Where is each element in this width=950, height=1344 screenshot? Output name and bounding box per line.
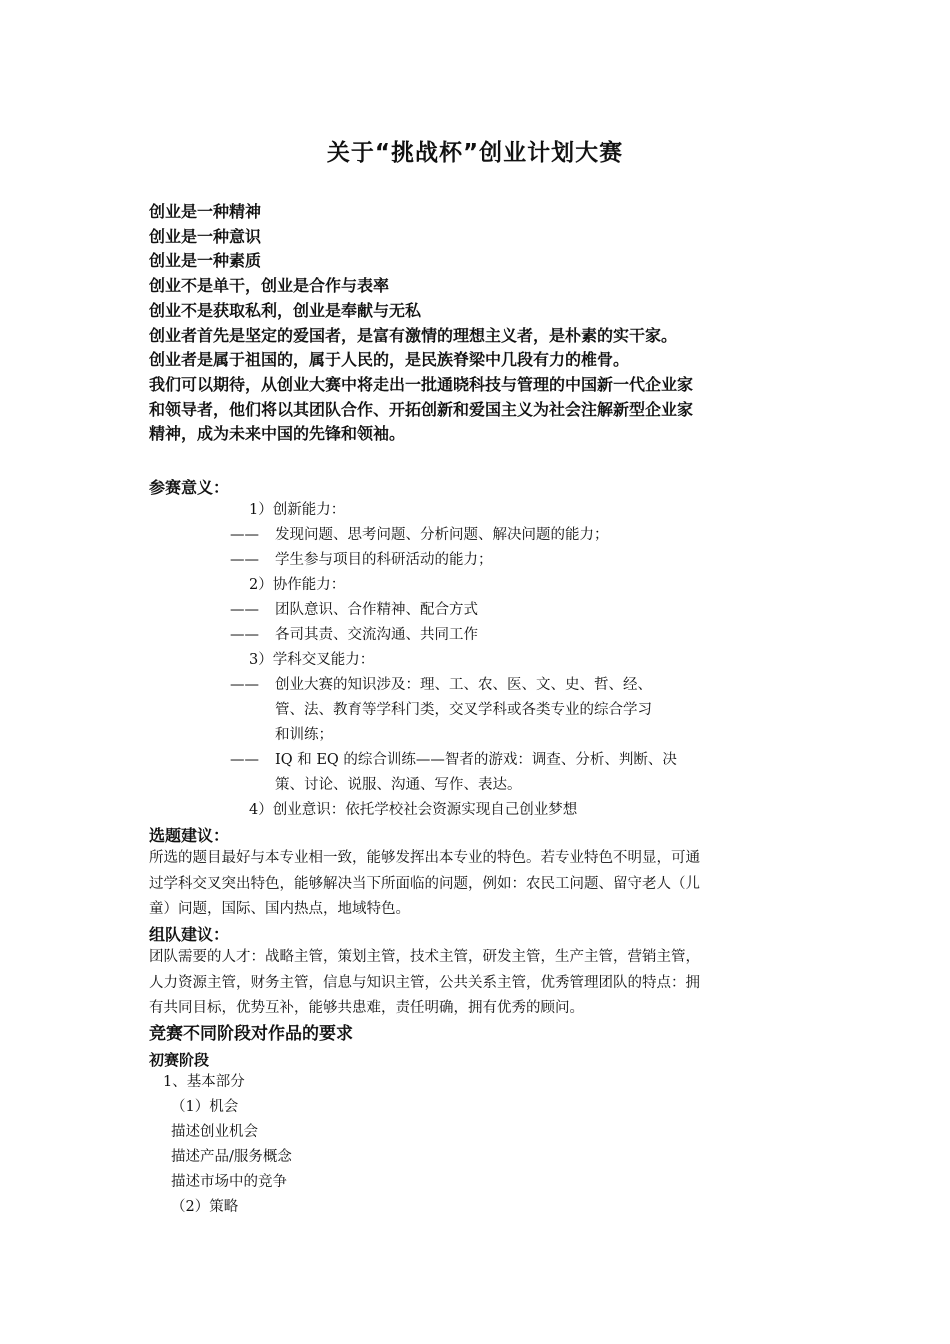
significance-point: —— 各司其责、交流沟通、共同工作 bbox=[230, 627, 478, 643]
paragraph-line: 所选的题目最好与本专业相一致，能够发挥出本专业的特色。若专业特色不明显，可通 bbox=[149, 850, 700, 866]
significance-point: —— 学生参与项目的科研活动的能力； bbox=[230, 552, 493, 568]
significance-point-cont: 管、法、教育等学科门类，交叉学科或各类专业的综合学习 bbox=[275, 702, 652, 718]
intro-line: 精神，成为未来中国的先锋和领袖。 bbox=[149, 424, 406, 444]
paragraph-line: 团队需要的人才：战略主管，策划主管，技术主管，研发主管，生产主管，营销主管， bbox=[149, 949, 700, 965]
stage-sub-heading: 初赛阶段 bbox=[149, 1051, 210, 1069]
significance-list bbox=[230, 498, 790, 823]
paragraph-line: 童）问题，国际、国内热点，地域特色。 bbox=[149, 901, 410, 917]
significance-point: —— 创业大赛的知识涉及：理、工、农、医、文、史、哲、经、 bbox=[230, 677, 652, 693]
intro-block bbox=[149, 200, 814, 447]
intro-line: 创业者首先是坚定的爱国者，是富有激情的理想主义者，是朴素的实干家。 bbox=[149, 325, 678, 345]
intro-line: 创业是一种精神 bbox=[149, 202, 262, 221]
list-item: （2）策略 bbox=[171, 1199, 239, 1215]
paragraph-line: 有共同目标，优势互补，能够共患难，责任明确，拥有优秀的顾问。 bbox=[149, 1000, 584, 1016]
intro-line: 创业不是获取私利，创业是奉献与无私 bbox=[149, 300, 422, 320]
team-paragraph bbox=[149, 945, 811, 1022]
document-title: 关于“挑战杯”创业计划大赛 bbox=[326, 140, 624, 166]
stage-list bbox=[163, 1070, 292, 1220]
intro-line: 创业不是单干，创业是合作与表率 bbox=[149, 276, 390, 296]
list-item: 1、基本部分 bbox=[163, 1074, 245, 1090]
list-item: 描述产品/服务概念 bbox=[171, 1149, 292, 1165]
intro-line: 创业者是属于祖国的，属于人民的，是民族脊梁中几段有力的椎骨。 bbox=[149, 350, 630, 370]
team-heading: 组队建议： bbox=[149, 925, 230, 944]
significance-point: —— IQ 和 EQ 的综合训练——智者的游戏：调查、分析、判断、决 bbox=[230, 752, 677, 768]
paragraph-line: 人力资源主管，财务主管，信息与知识主管，公共关系主管，优秀管理团队的特点：拥 bbox=[149, 974, 700, 991]
list-item: 描述市场中的竞争 bbox=[171, 1174, 287, 1190]
significance-item-number: 2）协作能力： bbox=[249, 577, 346, 593]
intro-line: 和领导者，他们将以其团队合作、开拓创新和爱国主义为社会注解新型企业家 bbox=[149, 399, 694, 419]
intro-line: 创业是一种意识 bbox=[149, 226, 262, 246]
significance-item-number: 3）学科交叉能力： bbox=[249, 652, 375, 668]
significance-item-number: 1）创新能力： bbox=[249, 502, 346, 518]
significance-heading: 参赛意义： bbox=[149, 478, 230, 497]
significance-point-cont: 和训练； bbox=[275, 727, 333, 743]
list-item: 描述创业机会 bbox=[171, 1124, 258, 1140]
intro-line: 创业是一种素质 bbox=[149, 251, 262, 271]
list-item: （1）机会 bbox=[171, 1099, 239, 1115]
topic-heading: 选题建议： bbox=[149, 826, 230, 845]
significance-point: —— 发现问题、思考问题、分析问题、解决问题的能力； bbox=[230, 527, 609, 543]
significance-point: —— 团队意识、合作精神、配合方式 bbox=[230, 602, 478, 618]
paragraph-line: 过学科交叉突出特色，能够解决当下所面临的问题，例如：农民工问题、留守老人（儿 bbox=[149, 875, 700, 892]
significance-item-number: 4）创业意识：依托学校社会资源实现自己创业梦想 bbox=[249, 802, 578, 818]
topic-paragraph bbox=[149, 846, 811, 923]
significance-point-cont: 策、讨论、说服、沟通、写作、表达。 bbox=[275, 777, 522, 793]
intro-line: 我们可以期待，从创业大赛中将走出一批通晓科技与管理的中国新一代企业家 bbox=[149, 374, 694, 394]
stage-section bbox=[149, 1020, 353, 1072]
stage-heading: 竞赛不同阶段对作品的要求 bbox=[149, 1024, 353, 1044]
